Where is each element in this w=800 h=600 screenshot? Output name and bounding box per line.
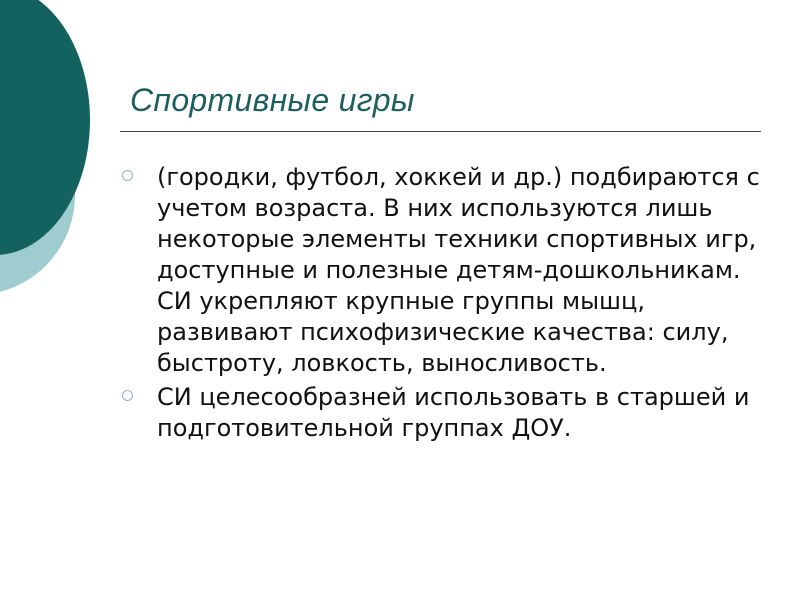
decorative-circle-dark — [0, 0, 90, 255]
bullet-text: (городки, футбол, хоккей и др.) подбираются с учетом возраста. В них используются лишь некоторые элементы техники спортивных игр, доступные и полезные детям-дошкольникам. СИ укрепляют крупные группы мышц, развивают психофизические качества: силу, быстроту, ловкость, выносливость. — [157, 163, 760, 377]
hollow-circle-bullet-icon — [122, 390, 133, 401]
bullet-text: СИ целесообразней использовать в старшей и подготовительной группах ДОУ. — [157, 383, 750, 442]
bullet-list — [112, 162, 772, 447]
slide-title: Спортивные игры — [130, 82, 415, 118]
bullet-item — [112, 382, 772, 444]
hollow-circle-bullet-icon — [122, 170, 133, 181]
title-divider — [120, 131, 761, 132]
bullet-item — [112, 162, 772, 379]
